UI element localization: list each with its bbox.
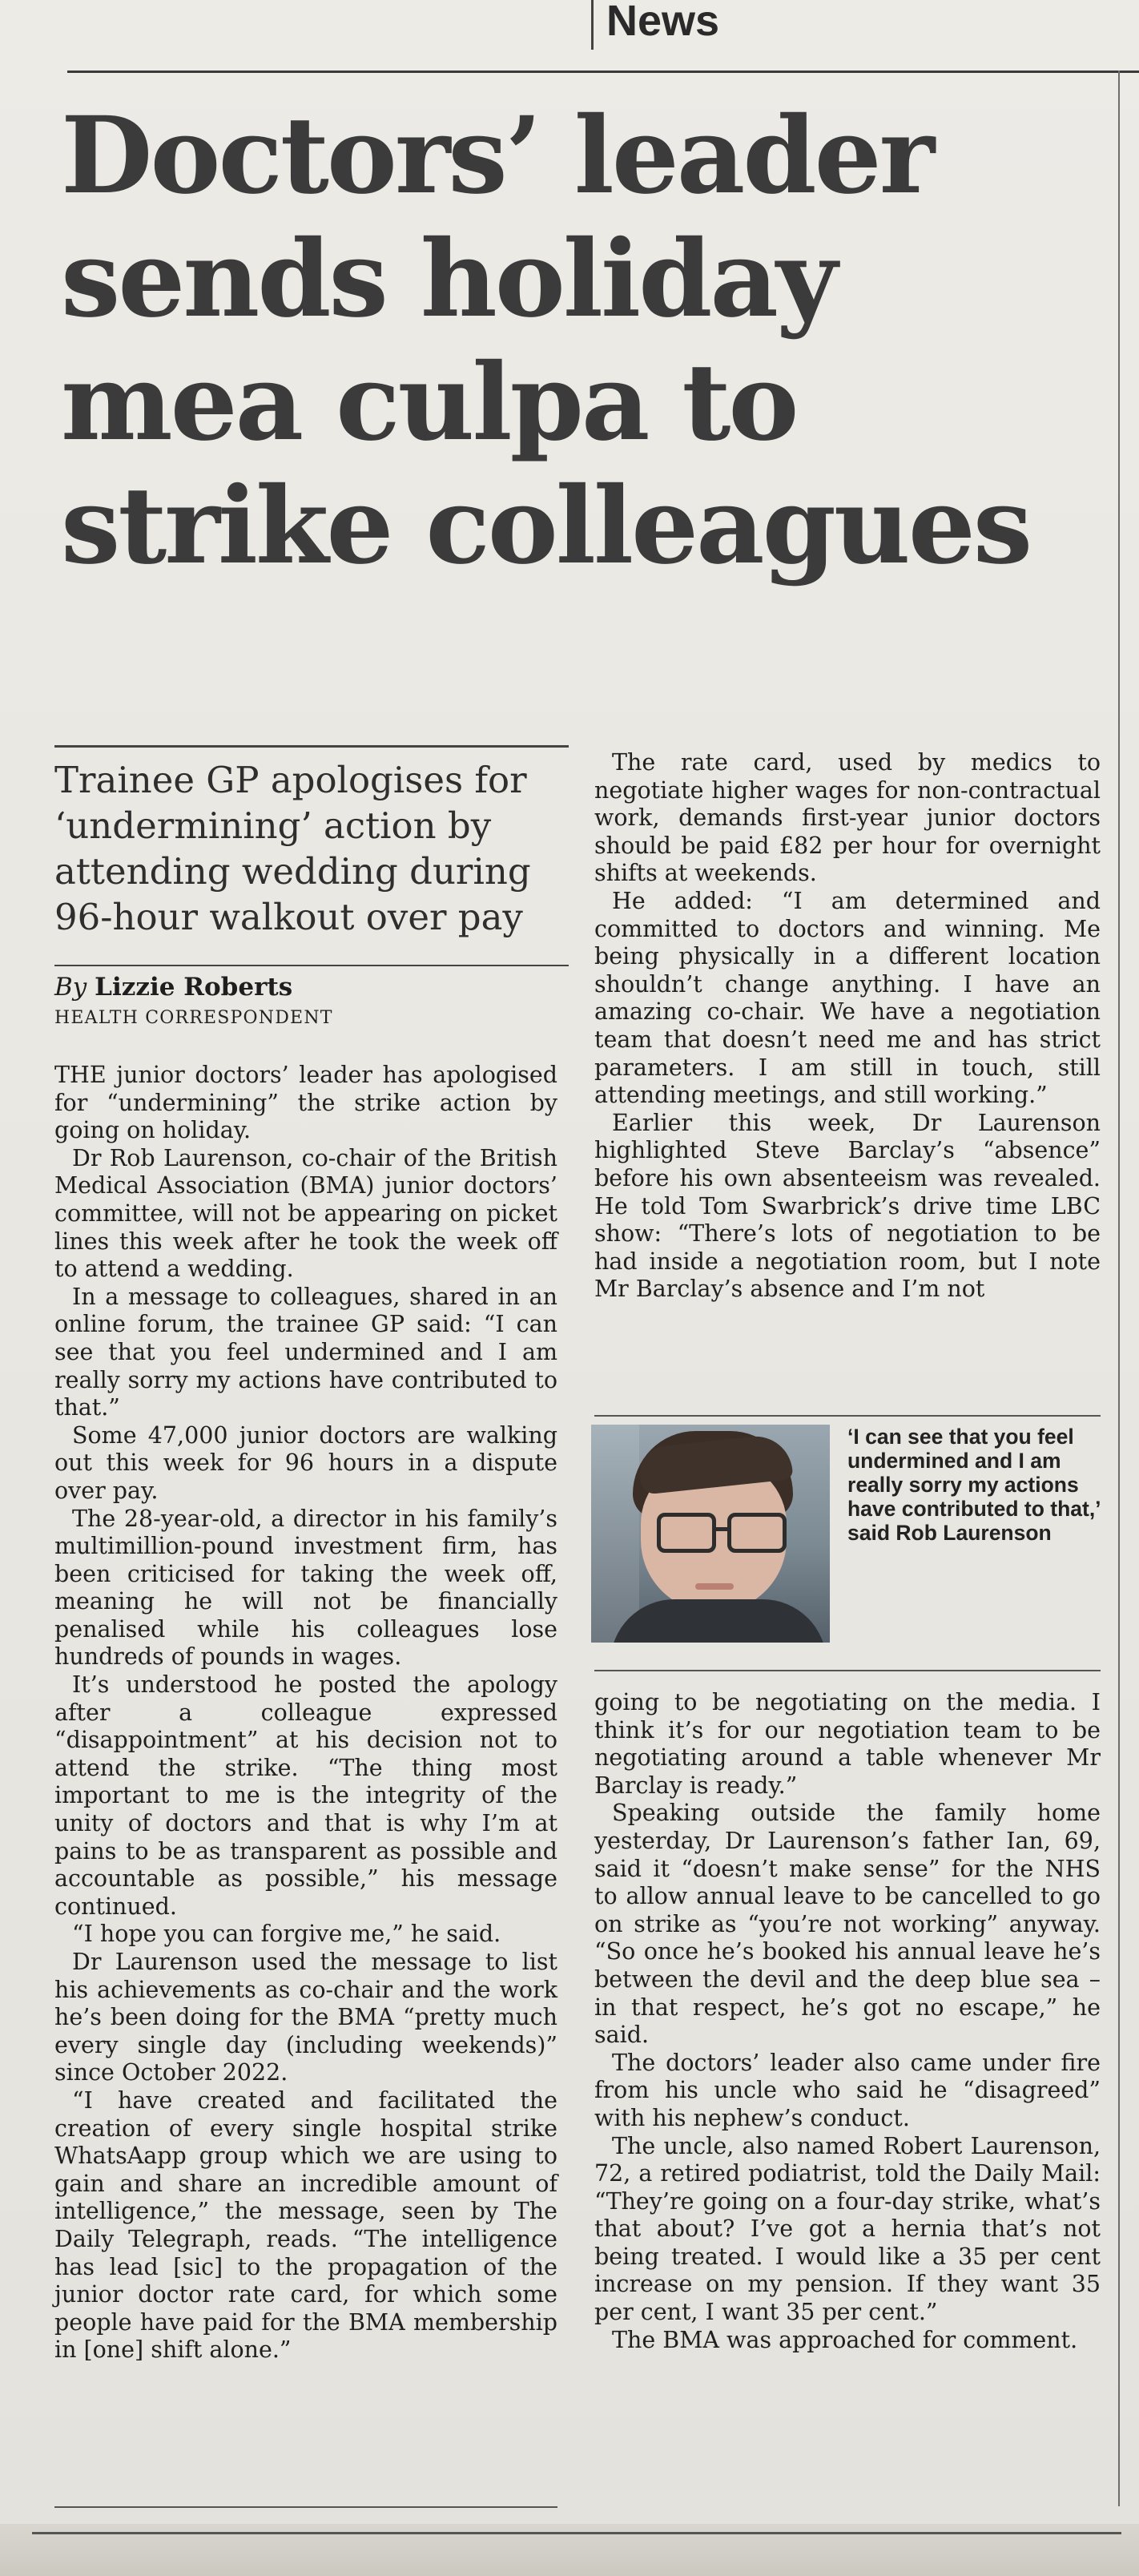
paragraph: THE junior doctors’ leader has apologised for “undermining” the strike action by going on holiday. (54, 1062, 557, 1144)
paragraph: The BMA was approached for comment. (612, 2326, 1078, 2353)
paragraph: Earlier this week, Dr Laurenson highlighted Steve Barclay’s “absence” before his own absenteeism was revealed. He told Tom Swarbrick’s drive time LBC show: “There’s lots of negotiation to be had inside a negotiation room, but I note Mr Barclay’s absence and I’m not (594, 1109, 1101, 1303)
pull-quote (847, 1425, 1102, 1545)
article-column-right-top (594, 749, 1101, 1304)
paragraph: Speaking outside the family home yesterday, Dr Laurenson’s father Ian, 69, said it “doesn’t make sense” for the NHS to allow annual leave to be cancelled to go on strike as “you’re not working” anyway. “So once he’s booked his annual leave he’s between the devil and the deep blue sea – in that respect, he’s got no escape,” he said. (594, 1800, 1101, 2049)
headline (61, 95, 1102, 588)
byline (54, 971, 569, 1003)
author-role: HEALTH CORRESPONDENT (54, 1008, 333, 1028)
article-column-right-bottom (594, 1689, 1101, 2354)
paragraph: Some 47,000 junior doctors are walking out this week for 96 hours in a dispute over pay. (54, 1421, 557, 1504)
paragraph: “I hope you can forgive me,” he said. (72, 1921, 501, 1948)
paragraph: The 28-year-old, a director in his family’s multimillion-pound investment firm, has been criticised for taking the week off, meaning he will not be financially penalised while his colleagues lose hundreds of pounds in wages. (54, 1505, 557, 1671)
byline-prefix: By (54, 973, 95, 1002)
paragraph: “I have created and facilitated the creation of every single hospital strike WhatsAapp group which we are using to gain and share an incredible amount of intelligence,” the message, seen by The Daily Telegraph, reads. “The intelligence has lead [sic] to the propagation of the junior doctor rate card, for which some people have paid for the BMA membership in [one] shift alone.” (54, 2086, 557, 2364)
column-end-rule (54, 2506, 557, 2508)
column-rule (1118, 71, 1120, 2506)
byline-rule (54, 965, 569, 966)
paragraph: In a message to colleagues, shared in an online forum, the trainee GP said: “I can see that you feel undermined and I am really sorry my actions have contributed to that.” (54, 1283, 557, 1421)
paragraph: The doctors’ leader also came under fire from his uncle who said he “disagreed” with his nephew’s conduct. (594, 2049, 1101, 2131)
article-column-left (54, 1062, 557, 2364)
paragraph: It’s understood he posted the apology after a colleague expressed “disappointment” at his decision not to attend the strike. “The thing most important to me is the integrity of the unity of doctors and that is why I’m at pains to be as transparent as possible and accountable as possible,” his message continued. (54, 1671, 557, 1920)
section-label: News (591, 0, 719, 50)
top-rule (67, 71, 1139, 73)
paragraph: The uncle, also named Robert Laurenson, 72, a retired podiatrist, told the Daily Mail: “They’re going on a four-day strike, what’s that about? I’ve got a hernia that’s not being treated. I would like a 35 per cent increase on my pension. If they want 35 per cent, I want 35 per cent.” (594, 2132, 1101, 2326)
pull-quote-rule (594, 1670, 1101, 1671)
headline-line: strike colleagues (61, 464, 1031, 588)
paragraph: going to be negotiating on the media. I think it’s for our negotiation team to be negotiating around a table whenever Mr Barclay is ready.” (594, 1689, 1101, 1799)
paragraph: Dr Laurenson used the message to list his achievements as co-chair and the work he’s been doing for the BMA “pretty much every single day (including weekends)” since October 2022. (54, 1949, 557, 2086)
pull-quote-rule (594, 1415, 1101, 1417)
pull-quote-text: ‘I can see that you feel undermined and I am really sorry my actions have contributed to that,’ (847, 1425, 1101, 1521)
paragraph: Dr Rob Laurenson, co-chair of the British Medical Association (BMA) junior doctors’ committee, will not be appearing on picket lines this week after he took the week off to attend a wedding. (54, 1144, 557, 1283)
page-bottom-rule (32, 2532, 1121, 2534)
paragraph: The rate card, used by medics to negotiate higher wages for non-contractual work, demands first-year junior doctors should be paid £82 per hour for overnight shifts at weekends. (594, 749, 1101, 887)
pull-quote-attribution: said Rob Laurenson (847, 1521, 1052, 1545)
headline-line: sends holiday (61, 217, 835, 341)
author-name: Lizzie Roberts (95, 973, 293, 1002)
portrait-photo (591, 1425, 830, 1643)
subheadline: Trainee GP apologises for ‘undermining’ action by attending wedding during 96-hour walkout over pay (54, 745, 569, 940)
paragraph: He added: “I am determined and committed to doctors and winning. Me being physically in a different location shouldn’t change anything. I have an amazing co-chair. We have a negotiation team that doesn’t need me and has strict parameters. I am still in touch, still attending meetings, and still working.” (594, 887, 1101, 1109)
headline-line: mea culpa to (61, 341, 797, 465)
headline-line: Doctors’ leader (61, 94, 933, 218)
